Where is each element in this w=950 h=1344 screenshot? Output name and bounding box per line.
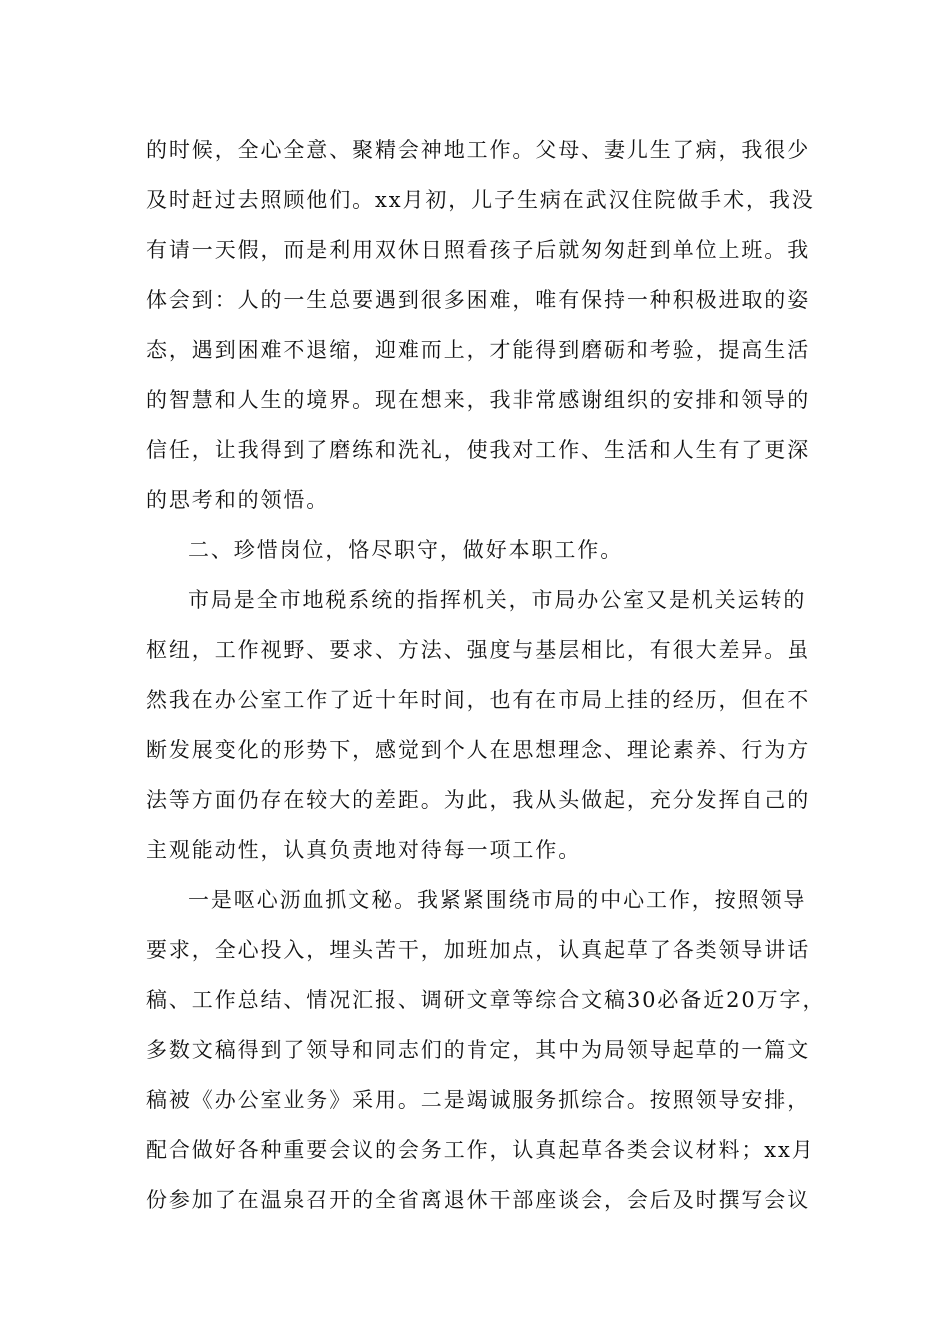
body-text-line: 稿被《办公室业务》采用。二是竭诚服务抓综合。按照领导安排， (146, 1088, 811, 1112)
body-text-line: 信任，让我得到了磨练和洗礼，使我对工作、生活和人生有了更深 (146, 438, 811, 462)
body-text-line: 法等方面仍存在较大的差距。为此，我从头做起，充分发挥自己的 (146, 788, 811, 812)
body-text-line: 体会到：人的一生总要遇到很多困难，唯有保持一种积极进取的姿 (146, 288, 811, 312)
body-text-line: 态，遇到困难不退缩，迎难而上，才能得到磨砺和考验，提高生活 (146, 338, 811, 362)
body-text-line: 然我在办公室工作了近十年时间，也有在市局上挂的经历，但在不 (146, 688, 811, 712)
body-text-line: 枢纽，工作视野、要求、方法、强度与基层相比，有很大差异。虽 (146, 638, 811, 662)
body-text-line: 及时赶过去照顾他们。xx月初，儿子生病在武汉住院做手术，我没 (146, 188, 815, 212)
body-text-line: 的思考和的领悟。 (146, 488, 330, 512)
body-text-line: 份参加了在温泉召开的全省离退休干部座谈会，会后及时撰写会议 (146, 1188, 811, 1212)
body-text-line: 稿、工作总结、情况汇报、调研文章等综合文稿30必备近20万字， (146, 988, 826, 1012)
body-text-line: 有请一天假，而是利用双休日照看孩子后就匆匆赶到单位上班。我 (146, 238, 811, 262)
body-text-line: 的智慧和人生的境界。现在想来，我非常感谢组织的安排和领导的 (146, 388, 811, 412)
body-text-line: 配合做好各种重要会议的会务工作，认真起草各类会议材料；xx月 (146, 1138, 815, 1162)
body-text-line: 的时候，全心全意、聚精会神地工作。父母、妻儿生了病，我很少 (146, 138, 811, 162)
body-text-line: 主观能动性，认真负责地对待每一项工作。 (146, 838, 582, 862)
section-heading: 二、珍惜岗位，恪尽职守，做好本职工作。 (188, 538, 624, 562)
body-text-line: 市局是全市地税系统的指挥机关，市局办公室又是机关运转的 (188, 588, 807, 612)
body-text-line: 要求，全心投入，埋头苦干，加班加点，认真起草了各类领导讲话 (146, 938, 811, 962)
body-text-line: 断发展变化的形势下，感觉到个人在思想理念、理论素养、行为方 (146, 738, 811, 762)
body-text-line: 一是呕心沥血抓文秘。我紧紧围绕市局的中心工作，按照领导 (188, 888, 807, 912)
body-text-line: 多数文稿得到了领导和同志们的肯定，其中为局领导起草的一篇文 (146, 1038, 811, 1062)
